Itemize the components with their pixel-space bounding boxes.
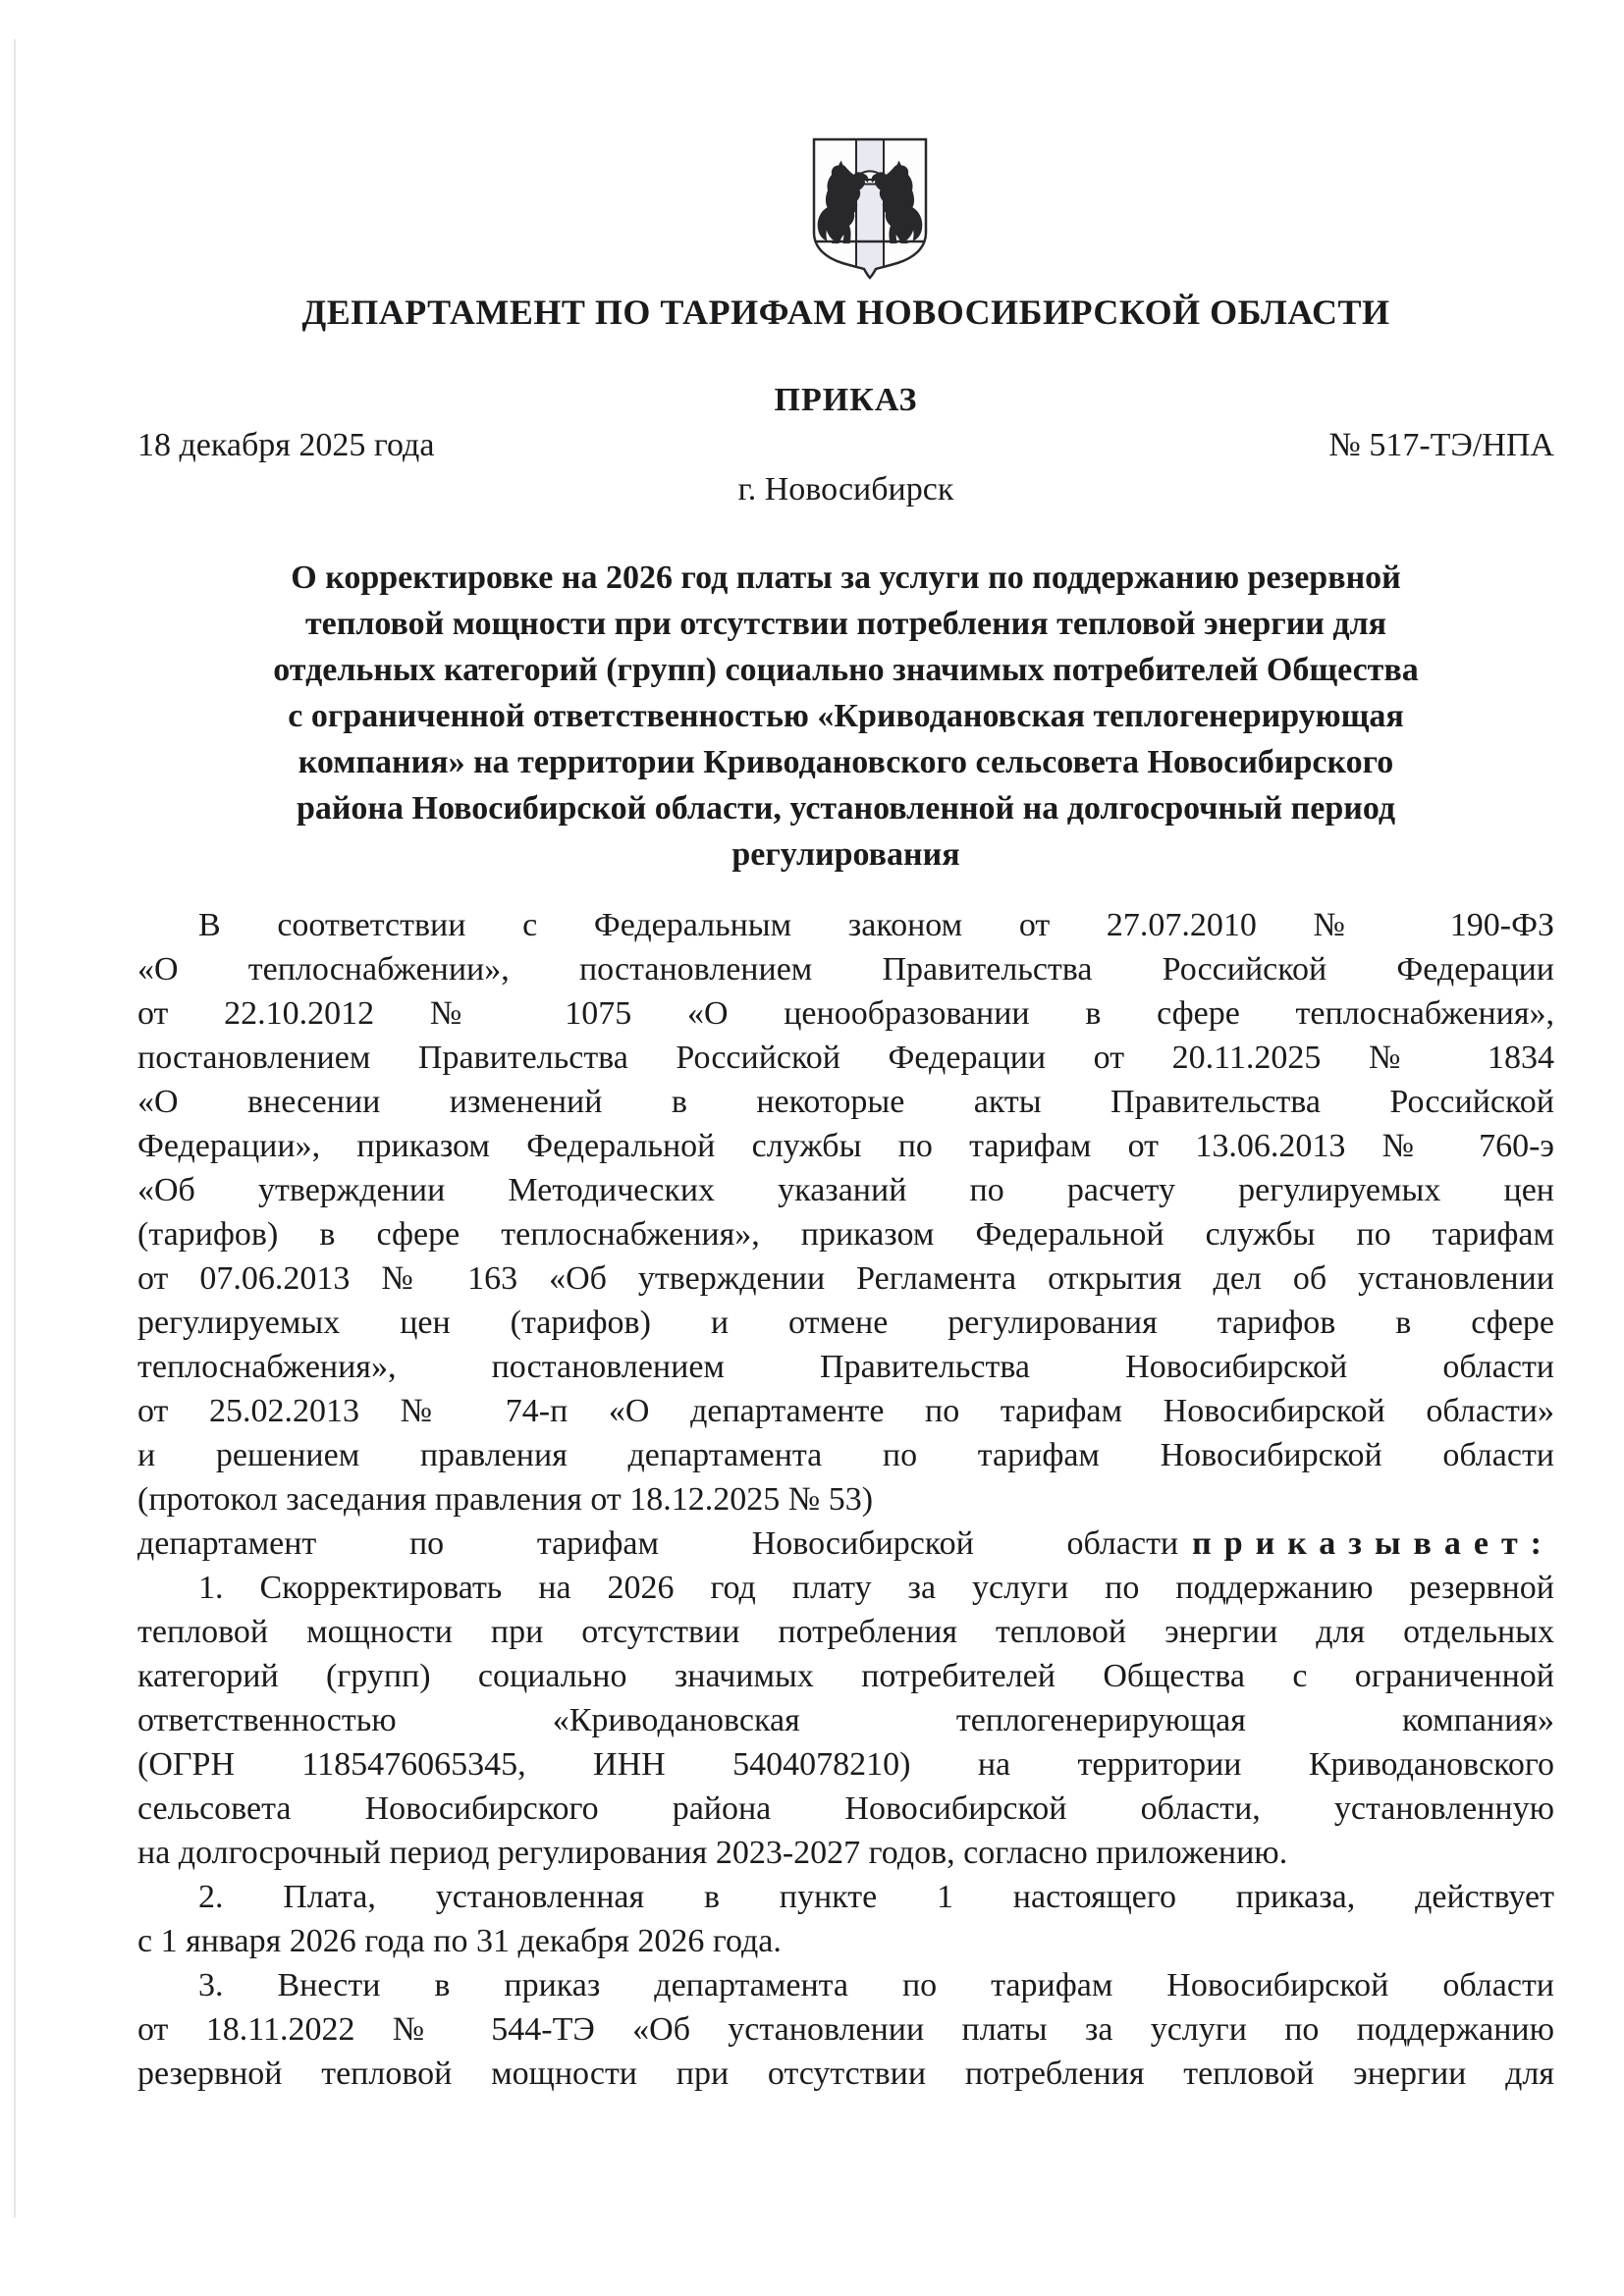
text-line: «Об утверждении Методических указаний по расчету регулируемых цен xyxy=(137,1172,1554,1208)
text-line: 3. Внести в приказ департамента по тарифам Новосибирской области xyxy=(198,1967,1554,2003)
text-line: «О теплоснабжении», постановлением Правительства Российской Федерации xyxy=(137,951,1554,988)
text-line: регулируемых цен (тарифов) и отмене регулирования тарифов в сфере xyxy=(137,1305,1554,1341)
protocol-reference: (протокол заседания правления от 18.12.2025 № 53) xyxy=(137,1481,874,1518)
text-line: резервной тепловой мощности при отсутствии потребления тепловой энергии для xyxy=(137,2056,1554,2092)
agency-name: ДЕПАРТАМЕНТ ПО ТАРИФАМ НОВОСИБИРСКОЙ ОБЛАСТИ xyxy=(301,293,1390,332)
text-line: (тарифов) в сфере теплоснабжения», приказом Федеральной службы по тарифам xyxy=(137,1216,1554,1253)
text-line: категорий (групп) социально значимых потребителей Общества с ограниченной xyxy=(137,1658,1554,1694)
document-number: № 517-ТЭ/НПА xyxy=(1328,427,1554,463)
text-line: на долгосрочный период регулирования 2023-2027 годов, согласно приложению. xyxy=(137,1835,1288,1871)
text-line: от 25.02.2013 № 74-п «О департаменте по тарифам Новосибирской области» xyxy=(137,1393,1554,1429)
text-line: отдельных категорий (групп) социально значимых потребителей Общества xyxy=(273,652,1419,688)
text-line: «О внесении изменений в некоторые акты Правительства Российской xyxy=(137,1084,1554,1120)
text-line: с 1 января 2026 года по 31 декабря 2026 года. xyxy=(137,1923,782,1959)
coat-of-arms-novosibirsk-oblast-icon xyxy=(812,137,928,280)
emblem-svg xyxy=(812,137,928,280)
text-line: компания» на территории Криводановского сельсовета Новосибирского xyxy=(298,744,1394,780)
order-item-3 xyxy=(137,1963,1554,2096)
decree-line xyxy=(137,1522,1554,1566)
text-line: Федерации», приказом Федеральной службы по тарифам от 13.06.2013 № 760-э xyxy=(137,1128,1554,1164)
text-line: 2. Плата, установленная в пункте 1 настоящего приказа, действует xyxy=(198,1879,1554,1915)
text-line: 1. Скорректировать на 2026 год плату за услуги по поддержанию резервной xyxy=(198,1570,1554,1606)
text-line: от 18.11.2022 № 544-ТЭ «Об установлении платы за услуги по поддержанию xyxy=(137,2011,1554,2048)
text-line: сельсовета Новосибирского района Новосибирской области, установленную xyxy=(137,1790,1554,1827)
preamble xyxy=(137,903,1554,1477)
text-line: постановлением Правительства Российской Федерации от 20.11.2025 № 1834 xyxy=(137,1040,1554,1076)
decree-intro: департамент по тарифам Новосибирской области xyxy=(137,1525,1179,1562)
document-city: г. Новосибирск xyxy=(737,471,954,507)
text-line: теплоснабжения», постановлением Правительства Новосибирской области xyxy=(137,1349,1554,1385)
text-line: от 07.06.2013 № 163 «Об утверждении Регламента открытия дел об установлении xyxy=(137,1260,1554,1297)
text-line: с ограниченной ответственностью «Криводановская теплогенерирующая xyxy=(288,698,1404,734)
text-line: и решением правления департамента по тарифам Новосибирской области xyxy=(137,1437,1554,1473)
text-line: тепловой мощности при отсутствии потребления тепловой энергии для отдельных xyxy=(137,1614,1554,1650)
decree-verb: приказывает: xyxy=(1192,1525,1554,1562)
document-type-title: ПРИКАЗ xyxy=(774,382,918,418)
date-number-row xyxy=(137,423,1554,467)
text-line: от 22.10.2012 № 1075 «О ценообразовании в сфере теплоснабжения», xyxy=(137,995,1554,1032)
text-line: регулирования xyxy=(731,836,960,873)
text-line: О корректировке на 2026 год платы за услуги по поддержанию резервной xyxy=(291,560,1401,596)
document-subject xyxy=(137,555,1554,878)
order-item-2 xyxy=(137,1875,1554,1963)
document-content xyxy=(0,137,1624,2096)
text-line: района Новосибирской области, установленной на долгосрочный период xyxy=(296,790,1396,827)
text-line: ответственностью «Криводановская теплогенерирующая компания» xyxy=(137,1702,1554,1738)
text-line: В соответствии с Федеральным законом от 27.07.2010 № 190-ФЗ xyxy=(198,907,1554,943)
order-item-1 xyxy=(137,1566,1554,1875)
text-line: (ОГРН 1185476065345, ИНН 5404078210) на территории Криводановского xyxy=(137,1746,1554,1783)
text-line: тепловой мощности при отсутствии потребления тепловой энергии для xyxy=(304,606,1387,642)
document-date: 18 декабря 2025 года xyxy=(137,427,435,463)
